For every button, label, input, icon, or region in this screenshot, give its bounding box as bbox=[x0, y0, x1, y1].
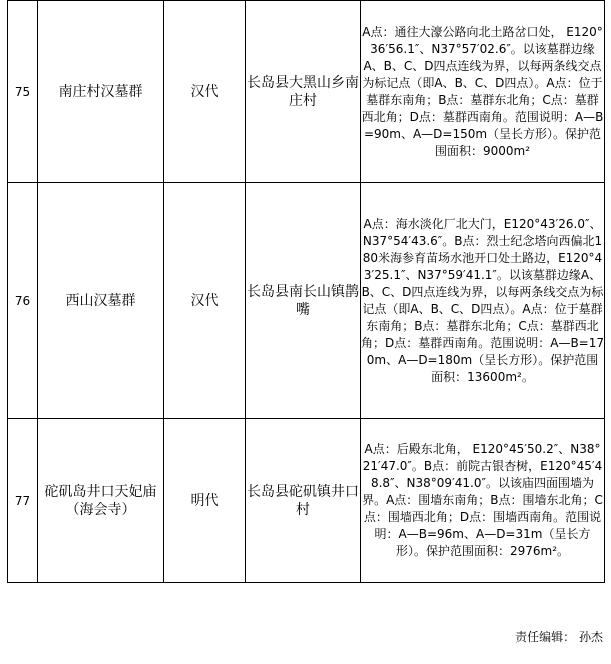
table-row bbox=[8, 419, 605, 583]
heritage-sites-table bbox=[7, 0, 605, 583]
site-location: 长岛县大黑山乡南庄村 bbox=[246, 1, 361, 183]
site-era: 明代 bbox=[164, 419, 246, 583]
site-name: 砣矶岛井口天妃庙（海会寺） bbox=[38, 419, 164, 583]
table-row bbox=[8, 183, 605, 419]
row-number: 76 bbox=[8, 183, 38, 419]
site-era: 汉代 bbox=[164, 183, 246, 419]
row-number: 75 bbox=[8, 1, 38, 183]
responsible-editor: 责任编辑： 孙杰 bbox=[515, 630, 603, 644]
site-location: 长岛县砣矶镇井口村 bbox=[246, 419, 361, 583]
site-name: 南庄村汉墓群 bbox=[38, 1, 164, 183]
site-era: 汉代 bbox=[164, 1, 246, 183]
row-number: 77 bbox=[8, 419, 38, 583]
table-row bbox=[8, 1, 605, 183]
site-location: 长岛县南长山镇鹊嘴 bbox=[246, 183, 361, 419]
site-protection-range: A点：后殿东北角， E120°45′50.2″、N38°21′47.0″。B点：前院古银杏树，E120°45′48.8″、N38°09′41.0″。以该庙四面围墙为界。A点：围墙东南角；B点：围墙东北角；C点：围墙西北角；D点：围墙西南角。范围说明：A—B=96m、A—D=31m（呈长方形）。保护范围面积：2976m²。 bbox=[361, 419, 605, 583]
site-protection-range: A点：通往大濠公路向北土路岔口处， E120°36′56.1″、N37°57′02.6″。以该墓群边缘A、B、C、D四点连线为界，以每两条线交点为标记点（即A、B、C、D四点）。A点：位于墓群东南角；B点：墓群东北角；C点：墓群西北角；D点：墓群西南角。范围说明：A—B=90m、A—D=150m（呈长方形）。保护范围面积：9000m² bbox=[361, 1, 605, 183]
site-name: 西山汉墓群 bbox=[38, 183, 164, 419]
site-protection-range: A点：海水淡化厂北大门，E120°43′26.0″、N37°54′43.6″。B点：烈士纪念塔向西偏北180米海参育苗场水池开口处土路边，E120°43′25.1″、N37°59′41.1″。以该墓群边缘A、B、C、D四点连线为界，以每两条线交点为标记点（即A、B、C、D四点）。A点：位于墓群东南角；B点：墓群东北角；C点：墓群西北角；D点：墓群西南角。范围说明：A—B=170m、A—D=180m（呈长方形）。保护范围面积：13600m²。 bbox=[361, 183, 605, 419]
